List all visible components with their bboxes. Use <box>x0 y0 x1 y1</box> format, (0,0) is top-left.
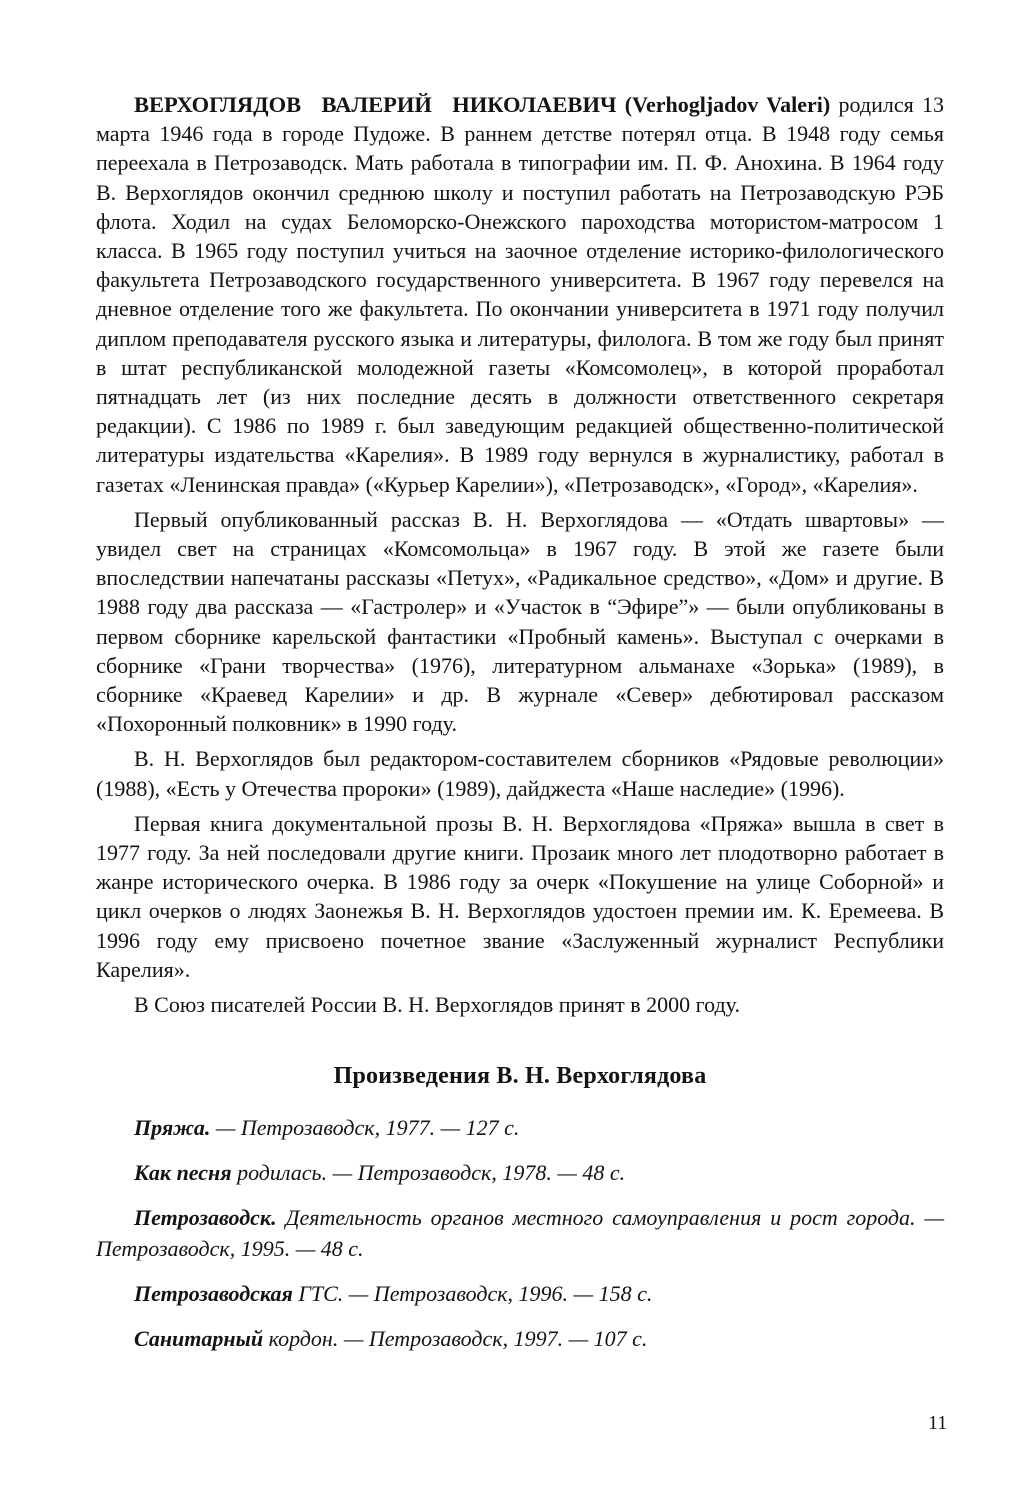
work-title: Петрозаводская <box>134 1281 293 1307</box>
work-title: Петрозаводск. <box>134 1205 277 1231</box>
bio-paragraph-4: Первая книга документальной прозы В. Н. Верхоглядова «Пряжа» вышла в свет в 1977 году. За ней последовали другие книги. Прозаик много лет плодотворно работает в жанре исторического очерка. В 1986 году за очерк «Покушение на улице Соборной» и цикл очерков о людях Заонежья В. Н. Верхоглядов удостоен премии им. К. Еремеева. В 1996 году ему присвоено почетное звание «Заслуженный журналист Республики Карелия». <box>96 810 944 982</box>
work-details: — Петрозаводск, 1977. — 127 с. <box>215 1115 520 1141</box>
bio-paragraph-5: В Союз писателей России В. Н. Верхоглядов принят в 2000 году. <box>134 992 740 1018</box>
bio-paragraph-3: В. Н. Верхоглядов был редактором-составителем сборников «Рядовые революции» (1988), «Есть у Отечества пророки» (1989), дайджеста «Наше наследие» (1996). <box>96 746 944 801</box>
work-item <box>96 1112 944 1143</box>
work-details: кордон. — Петрозаводск, 1997. — 107 с. <box>268 1326 648 1352</box>
bio-paragraph-2: Первый опубликованный рассказ В. Н. Верхоглядова — «Отдать швартовы» — увидел свет на страницах «Комсомольца» в 1967 году. В этой же газете были впоследствии напечатаны рассказы «Петух», «Радикальное средство», «Дом» и другие. В 1988 году два рассказа — «Гастролер» и «Участок в “Эфире”» — были опубликованы в первом сборнике карельской фантастики «Пробный камень». Выступал с очерками в сборнике «Грани творчества» (1976), литературном альманахе «Зорька» (1989), в сборнике «Краевед Карелии» и др. В журнале «Север» дебютировал рассказом «Похоронный полковник» в 1990 году. <box>96 506 944 737</box>
work-item <box>96 1278 944 1309</box>
page-content <box>96 90 944 1368</box>
work-title: Пряжа. <box>134 1115 211 1141</box>
page-number: 11 <box>928 1412 948 1434</box>
work-details: Деятельность органов местного самоуправления и рост города. — Петрозаводск, 1995. — 48 с. <box>96 1205 945 1262</box>
works-heading: Произведения В. Н. Верхоглядова <box>333 1063 707 1090</box>
bio-paragraph-1-text: родился 13 марта 1946 года в городе Пудоже. В раннем детстве потерял отца. В 1948 году семья переехала в Петрозаводск. Мать работала в типографии им. П. Ф. Анохина. В 1964 году В. Верхоглядов окончил среднюю школу и поступил работать на Петрозаводскую РЭБ флота. Ходил на судах Беломорско-Онежского пароходства мотористом-матросом 1 класса. В 1965 году поступил учиться на заочное отделение историко-филологического факультета Петрозаводского государственного университета. В 1967 году перевелся на дневное отделение того же факультета. По окончании университета в 1971 году получил диплом преподавателя русского языка и литературы, филолога. В том же году был принят в штат республиканской молодежной газеты «Комсомолец», в которой проработал пятнадцать лет (из них последние десять в должности ответственного секретаря редакции). С 1986 по 1989 г. был заведующим редакцией общественно-политической литературы издательства «Карелия». В 1989 году вернулся в журналистику, работал в газетах «Ленинская правда» («Курьер Карелии»), «Петрозаводск», «Город», «Карелия». <box>96 92 945 497</box>
author-latin-name: (Verhogljadov Valeri) <box>624 92 831 117</box>
work-details: ГТС. — Петрозаводск, 1996. — 158 с. <box>298 1281 653 1307</box>
work-item <box>96 1157 944 1188</box>
work-item <box>96 1323 944 1354</box>
work-title: Санитарный <box>134 1326 264 1352</box>
bio-paragraph-1 <box>96 90 944 499</box>
work-item <box>96 1202 944 1264</box>
work-details: родилась. — Петрозаводск, 1978. — 48 с. <box>237 1160 626 1186</box>
author-name: ВЕРХОГЛЯДОВ ВАЛЕРИЙ НИКОЛАЕВИЧ <box>134 92 617 117</box>
work-title: Как песня <box>134 1160 232 1186</box>
